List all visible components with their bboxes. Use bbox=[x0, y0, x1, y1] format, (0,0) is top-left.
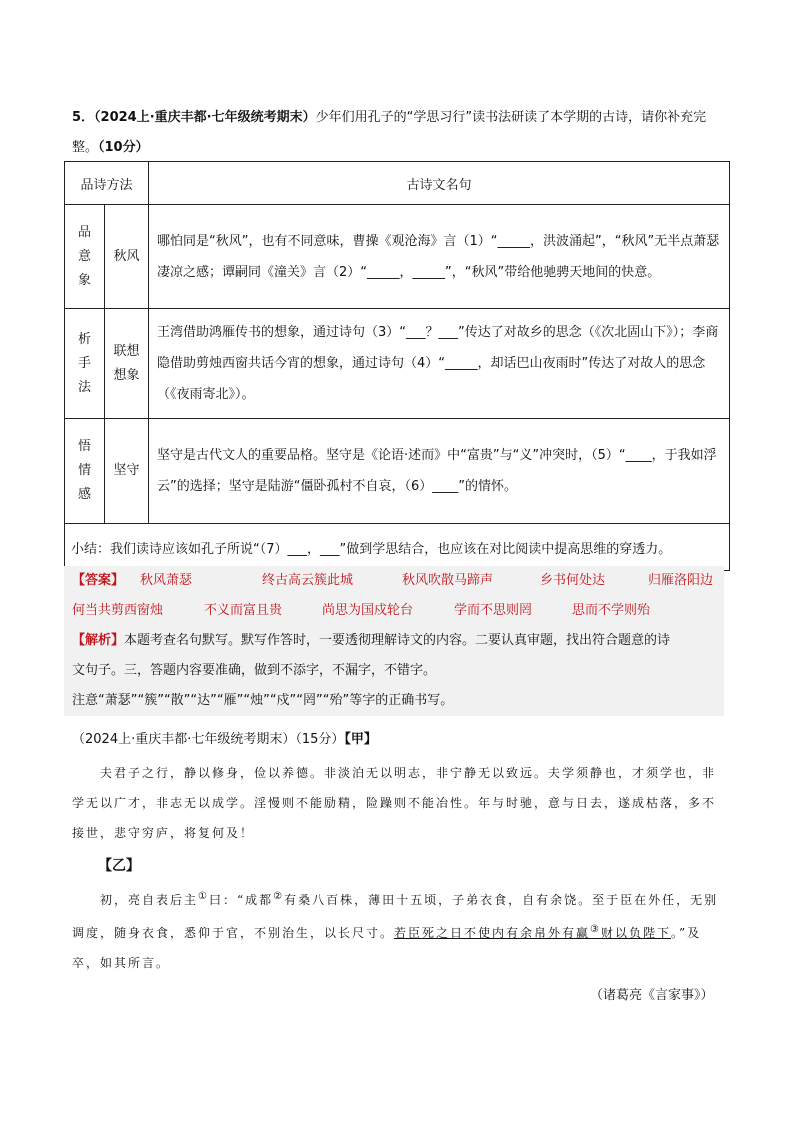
sub-cell: 联想 想象 bbox=[105, 309, 149, 419]
question-number: 5． bbox=[72, 110, 95, 125]
question-source: （2024上·重庆丰都·七年级统考期末） bbox=[94, 110, 316, 125]
analysis-line: 注意“萧瑟”“簇”“散”“达”“雁”“烛”“戍”“罔”“殆”等字的正确书写。 bbox=[72, 693, 454, 708]
passage-jia: 夫君子之行，静以修身，俭以养德。非淡泊无以明志，非宁静无以致远。夫学须静也，才须学也，非学无以广才，非志无以成学。淫慢则不能励精，险躁则不能冶性。年与时驰，意与日去，遂成枯落，多不接世，悲守穷庐，将复何及！ bbox=[72, 766, 717, 840]
underlined-sentence: 若臣死之日不使内有余帛外有赢③财以负陛下 bbox=[394, 924, 672, 940]
passage-yi: 初，亮自表后主①曰：“成都②有桑八百株，薄田十五顷，子弟衣食，自有余饶。至于臣在外任，无别调度，随身衣食，悉仰于官，不别治生，以长尺寸。若臣死之日不使内有余帛外有赢③财以负陛下。”及卒，如其所言。 bbox=[72, 891, 719, 970]
passage-citation: （诸葛亮《言家事》） bbox=[590, 988, 714, 1003]
sub-cell: 秋风 bbox=[105, 205, 149, 309]
header-lines: 古诗文名句 bbox=[149, 162, 730, 205]
analysis-line: 文句子。三，答题内容要准确，做到不添字，不漏字，不错字。 bbox=[72, 663, 437, 678]
poem-table bbox=[64, 161, 730, 571]
analysis-line bbox=[64, 626, 724, 656]
answer-item: 何当共剪西窗烛 bbox=[72, 603, 164, 618]
content-cell: 坚守是古代文人的重要品格。坚守是《论语·述而》中“富贵”与“义”冲突时，（5）“____，于我如浮云”的选择；坚守是陆游“僵卧孤村不自哀，（6）____”的情怀。 bbox=[149, 419, 730, 524]
analysis-text: 本题考查名句默写。默写作答时，一要透彻理解诗文的内容。二要认真审题，找出符合题意的诗 bbox=[124, 633, 671, 648]
passage-source: （2024上·重庆丰都·七年级统考期末）（15分） bbox=[72, 732, 345, 747]
sub-cell: 坚守 bbox=[105, 419, 149, 524]
summary-cell: 小结：我们读诗应该如孔子所说“（7）___，___”做到学思结合，也应该在对比阅读中提高思维的穿透力。 bbox=[65, 524, 730, 571]
answer-item: 秋风萧瑟 bbox=[140, 573, 193, 588]
analysis-tag: 【解析】 bbox=[72, 633, 125, 648]
answer-item: 秋风吹散马蹄声 bbox=[402, 573, 494, 588]
answer-item: 学而不思则罔 bbox=[454, 603, 533, 618]
question-prompt: 少年们用孔子的“学思习行”读书法研读了本学期的古诗，请你补充完整。 bbox=[72, 110, 707, 155]
answer-item: 思而不学则殆 bbox=[572, 603, 651, 618]
passage-header bbox=[72, 728, 377, 752]
category-cell: 析 手 法 bbox=[65, 309, 105, 419]
jia-label: 【甲】 bbox=[344, 732, 377, 747]
answer-row bbox=[64, 566, 724, 596]
footnote-marker: ② bbox=[273, 891, 285, 902]
answer-item: 不义而富且贵 bbox=[204, 603, 283, 618]
answer-row bbox=[64, 596, 724, 626]
content-cell: 王湾借助鸿雁传书的想象，通过诗句（3）“___？___”传达了对故乡的思念（《次北固山下》）；李商隐借助剪烛西窗共话今宵的想象，通过诗句（4）“_____，却话巴山夜雨时”传达了对故人的思念（《夜雨寄北》）。 bbox=[149, 309, 730, 419]
footnote-marker: ① bbox=[198, 891, 209, 902]
yi-label: 【乙】 bbox=[98, 858, 140, 874]
question-score: （10分） bbox=[98, 140, 149, 155]
footnote-marker: ③ bbox=[590, 924, 601, 935]
answer-tag: 【答案】 bbox=[72, 573, 125, 588]
answer-item: 尚思为国戍轮台 bbox=[322, 603, 414, 618]
question-header bbox=[72, 103, 732, 163]
answer-block bbox=[64, 566, 724, 716]
header-method: 品诗方法 bbox=[65, 162, 149, 205]
answer-item: 乡书何处达 bbox=[540, 573, 606, 588]
content-cell: 哪怕同是“秋风”，也有不同意味，曹操《观沧海》言（1）“_____，洪波涌起”，“秋风”无半点萧瑟凄凉之感；谭嗣同《潼关》言（2）“_____，_____”，“秋风”带给他驰骋天地间的快意。 bbox=[149, 205, 730, 309]
category-cell: 品 意 象 bbox=[65, 205, 105, 309]
answer-item: 终古高云簇此城 bbox=[262, 573, 354, 588]
answer-item: 归雁洛阳边 bbox=[648, 573, 714, 588]
category-cell: 悟 情 感 bbox=[65, 419, 105, 524]
